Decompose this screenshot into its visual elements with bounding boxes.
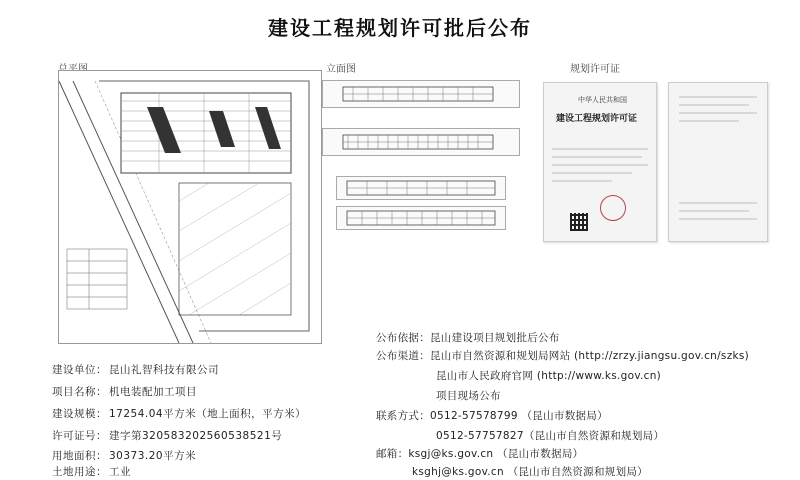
elevation-drawing-2 bbox=[322, 128, 520, 156]
builder-row bbox=[52, 362, 219, 377]
elevation-svg-1 bbox=[323, 81, 519, 107]
project-name-label: 项目名称： bbox=[52, 386, 107, 398]
phone-1: 0512-57578799 （昆山市数据局） bbox=[430, 410, 608, 422]
basis-label: 公布依据： bbox=[376, 332, 430, 344]
permit-number-value: 建字第320583202560538521号 bbox=[109, 430, 283, 442]
page-title: 建设工程规划许可批后公布 bbox=[268, 16, 532, 40]
elevation-svg-2 bbox=[323, 129, 519, 155]
permit-stamp bbox=[600, 195, 626, 221]
land-area-value: 30373.20平方米 bbox=[109, 450, 197, 462]
project-name-row bbox=[52, 384, 197, 399]
scale-value: 17254.04平方米（地上面积，平方米） bbox=[109, 408, 307, 420]
builder-label: 建设单位： bbox=[52, 364, 107, 376]
channel-label: 公布渠道： bbox=[376, 350, 430, 362]
permit-issuer: 中华人民共和国 bbox=[578, 96, 627, 104]
land-use-label: 土地用途： bbox=[52, 466, 107, 478]
site-plan-drawing bbox=[58, 70, 322, 344]
permit-label: 规划许可证 bbox=[570, 64, 620, 75]
elevation-drawing-4 bbox=[336, 206, 506, 230]
land-area-label: 用地面积： bbox=[52, 450, 107, 462]
channel-1[interactable]: 昆山市自然资源和规划局网站 (http://zrzy.jiangsu.gov.cn/szks) bbox=[430, 350, 750, 362]
channel-2[interactable]: 昆山市人民政府官网 (http://www.ks.gov.cn) bbox=[436, 370, 662, 382]
email-2[interactable]: ksghj@ks.gov.cn （昆山市自然资源和规划局） bbox=[412, 466, 648, 478]
email-1[interactable]: ksgj@ks.gov.cn （昆山市数据局） bbox=[408, 448, 584, 460]
land-use-row bbox=[52, 464, 131, 479]
channel-3: 项目现场公布 bbox=[436, 390, 501, 402]
elevation-svg-4 bbox=[337, 207, 505, 229]
permit-page-front bbox=[543, 82, 657, 242]
elevation-drawing-3 bbox=[336, 176, 506, 200]
scale-label: 建设规模： bbox=[52, 408, 107, 420]
contact-label: 联系方式： bbox=[376, 410, 430, 422]
builder-value: 昆山礼智科技有限公司 bbox=[109, 364, 219, 376]
basis-row bbox=[376, 330, 560, 345]
channel-row bbox=[376, 348, 749, 363]
elevation-label: 立面图 bbox=[326, 64, 356, 75]
permit-body-text bbox=[552, 145, 648, 187]
permit-back-lines bbox=[669, 83, 767, 241]
permit-body-lines bbox=[552, 145, 648, 187]
project-name-value: 机电装配加工项目 bbox=[109, 386, 197, 398]
land-use-value: 工业 bbox=[109, 466, 131, 478]
permit-number-label: 许可证号： bbox=[52, 430, 107, 442]
permit-title: 建设工程规划许可证 bbox=[556, 114, 638, 124]
scale-row bbox=[52, 406, 306, 421]
land-area-row bbox=[52, 448, 196, 463]
phone-2: 0512-57757827（昆山市自然资源和规划局） bbox=[436, 430, 665, 442]
site-plan-svg bbox=[59, 71, 321, 343]
elevation-drawing-1 bbox=[322, 80, 520, 108]
contact-row bbox=[376, 408, 608, 423]
permit-qr-code bbox=[570, 213, 588, 231]
permit-page-back bbox=[668, 82, 768, 242]
basis-value: 昆山建设项目规划批后公布 bbox=[430, 332, 560, 344]
permit-number-row bbox=[52, 428, 282, 443]
email-row bbox=[376, 446, 583, 461]
email-label: 邮箱： bbox=[376, 448, 409, 460]
elevation-svg-3 bbox=[337, 177, 505, 199]
